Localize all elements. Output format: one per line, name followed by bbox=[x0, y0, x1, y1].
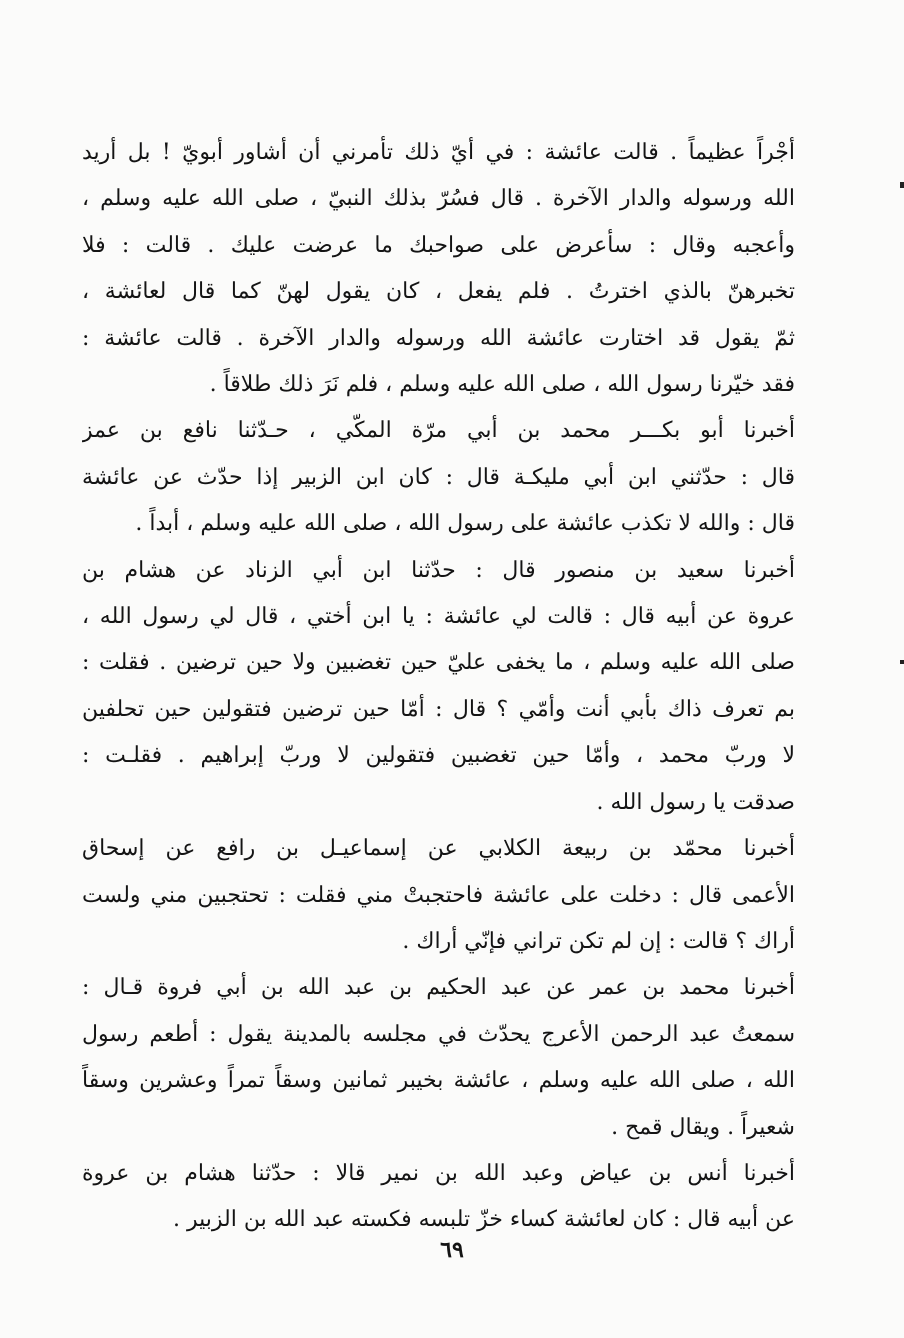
text-line: شعيراً . ويقال قمح . bbox=[611, 1114, 795, 1140]
text-line: أجْراً عظيماً . قالت عائشة : في أيّ ذلك تأمرني أن أشاور أبويّ ! بل أريد bbox=[82, 140, 795, 165]
paragraph bbox=[82, 130, 795, 408]
text-line: أخبرنا محمد بن عمر عن عبد الحكيم بن عبد الله بن أبي فروة قـال : bbox=[82, 975, 795, 1001]
paragraph bbox=[82, 1151, 795, 1244]
text-line: أخبرنا أبو بكـــر محمد بن أبي مرّة المكّي ، حـدّثنا نافع بن عمز bbox=[82, 418, 795, 444]
text-line: أخبرنا محمّد بن ربيعة الكلابي عن إسماعيـل بن رافع عن إسحاق bbox=[82, 836, 795, 862]
text-line: عروة عن أبيه قال : قالت لي عائشة : يا ابن أختي ، قال لي رسول الله ، bbox=[82, 604, 795, 630]
text-line: قال : حدّثني ابن أبي مليكـة قال : كان ابن الزبير إذا حدّث عن عائشة bbox=[82, 464, 795, 490]
text-line: الله ورسوله والدار الآخرة . قال فسُرّ بذلك النبيّ ، صلى الله عليه وسلم ، bbox=[82, 186, 795, 212]
text-line: الله ، صلى الله عليه وسلم ، عائشة بخيبر ثمانين وسقاً تمراً وعشرين وسقاً bbox=[82, 1068, 795, 1094]
body-text bbox=[82, 130, 795, 1244]
text-line: أراك ؟ قالت : إن لم تكن تراني فإنّي أراك . bbox=[402, 928, 795, 954]
text-line: عن أبيه قال : كان لعائشة كساء خزّ تلبسه فكسته عبد الله بن الزبير . bbox=[173, 1207, 795, 1233]
text-line: الأعمى قال : دخلت على عائشة فاحتجبتْ مني فقلت : تحتجبين مني ولست bbox=[82, 882, 795, 908]
paragraph bbox=[82, 826, 795, 965]
text-line: أخبرنا أنس بن عياض وعبد الله بن نمير قالا : حدّثنا هشام بن عروة bbox=[82, 1160, 795, 1186]
text-line: أخبرنا سعيد بن منصور قال : حدّثنا ابن أبي الزناد عن هشام بن bbox=[82, 557, 795, 583]
text-line: بم تعرف ذاك بأبي أنت وأمّي ؟ قال : أمّا حين ترضين فتقولين حين تحلفين bbox=[82, 696, 795, 722]
text-line: تخبرهنّ بالذي اخترتُ . فلم يفعل ، كان يقول لهنّ كما قال لعائشة ، bbox=[82, 279, 795, 305]
paragraph bbox=[82, 408, 795, 547]
page-number: ٦٩ bbox=[440, 1237, 464, 1263]
text-line: فقد خيّرنا رسول الله ، صلى الله عليه وسلم ، فلم نَرَ ذلك طلاقاً . bbox=[209, 372, 795, 398]
text-line: وأعجبه وقال : سأعرض على صواحبك ما عرضت عليك . قالت : فلا bbox=[82, 232, 795, 258]
scan-edge-mark bbox=[900, 660, 904, 664]
text-line: سمعتُ عبد الرحمن الأعرج يحدّث في مجلسه بالمدينة يقول : أطعم رسول bbox=[82, 1021, 795, 1047]
scan-edge-mark bbox=[900, 182, 904, 188]
paragraph bbox=[82, 548, 795, 826]
text-line: ثمّ يقول قد اختارت عائشة الله ورسوله والدار الآخرة . قالت عائشة : bbox=[82, 325, 795, 351]
text-line: قال : والله لا تكذب عائشة على رسول الله ، صلى الله عليه وسلم ، أبداً . bbox=[135, 511, 795, 537]
paragraph bbox=[82, 965, 795, 1151]
text-line: صلى الله عليه وسلم ، ما يخفى عليّ حين تغضبين ولا حين ترضين . فقلت : bbox=[82, 650, 795, 676]
text-line: لا وربّ محمد ، وأمّا حين تغضبين فتقولين لا وربّ إبراهيم . فقلـت : bbox=[82, 743, 795, 769]
text-line: صدقت يا رسول الله . bbox=[596, 789, 795, 815]
